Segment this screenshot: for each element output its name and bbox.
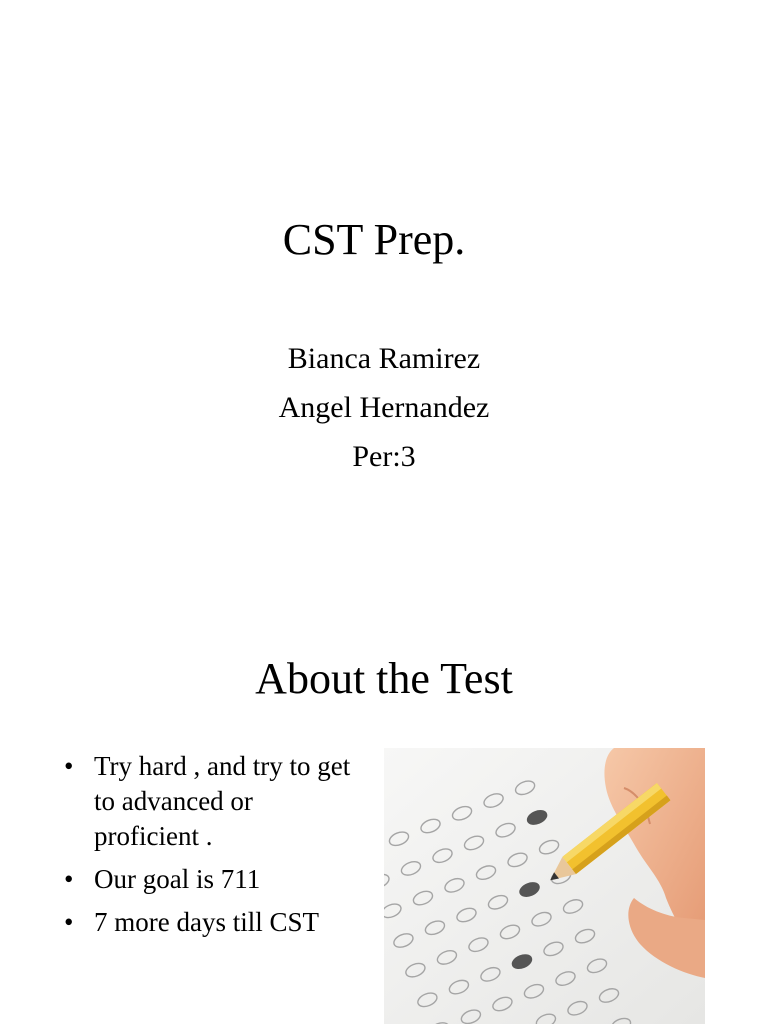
bullet-icon: • (64, 907, 74, 937)
bullet-text: 7 more days till CST (94, 907, 319, 937)
class-period: Per:3 (352, 440, 416, 473)
slide-subtitle (0, 334, 768, 481)
answer-sheet-pencil-icon (384, 748, 705, 1024)
slide-heading: About the Test (255, 654, 513, 703)
bullet-item (60, 862, 360, 897)
bullet-text: Our goal is 711 (94, 864, 261, 894)
answer-sheet-pencil-photo (384, 748, 705, 1024)
author-name: Bianca Ramirez (287, 342, 481, 375)
bullet-icon: • (64, 864, 74, 894)
bullet-list (60, 749, 360, 948)
slide-about-test (0, 512, 768, 1024)
author-name: Angel Hernandez (278, 391, 490, 424)
bullet-item (60, 905, 360, 940)
slide-title-heading: CST Prep. (282, 215, 466, 264)
bullet-item (60, 749, 360, 854)
bullet-text: Try hard , and try to get to advanced or proficient . (94, 751, 351, 851)
bullet-icon: • (64, 751, 74, 781)
